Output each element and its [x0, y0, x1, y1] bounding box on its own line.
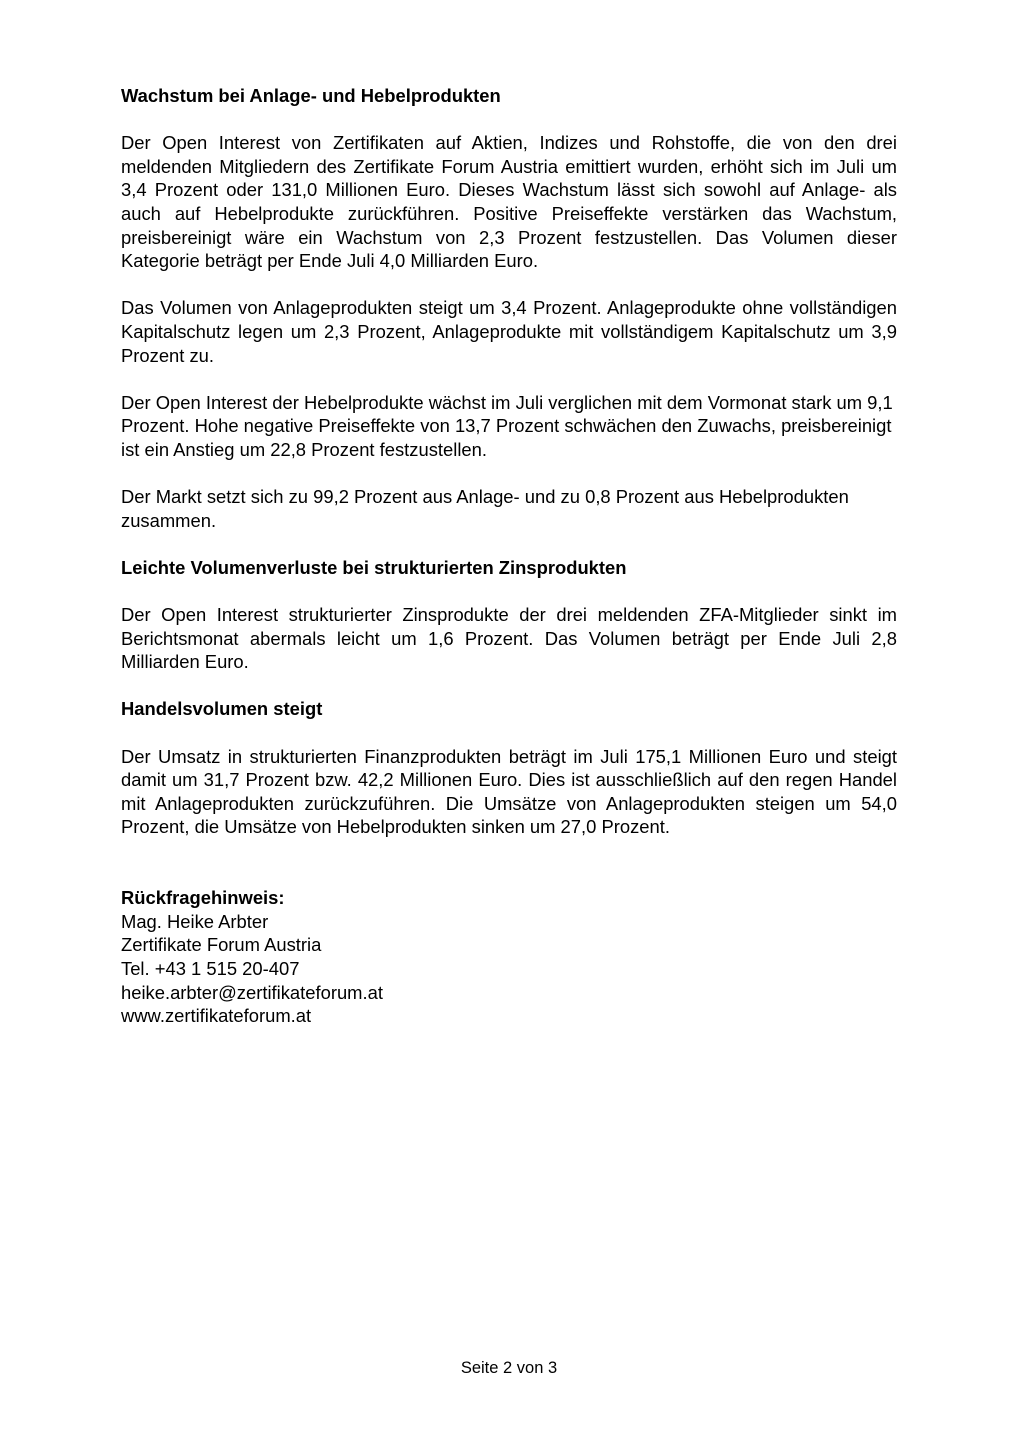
- section-heading-growth: Wachstum bei Anlage- und Hebelprodukten: [121, 85, 501, 106]
- page-number: Seite 2 von 3: [460, 1359, 558, 1377]
- paragraph-market-share: Der Markt setzt sich zu 99,2 Prozent aus Anlage- und zu 0,8 Prozent aus Hebelprodukten zusammen.: [121, 486, 849, 531]
- contact-block: [121, 886, 897, 1028]
- contact-name: Mag. Heike Arbter: [121, 910, 269, 932]
- section-heading-interest-products: Leichte Volumenverluste bei strukturierten Zinsprodukten: [121, 556, 627, 578]
- contact-organization: Zertifikate Forum Austria: [121, 934, 322, 956]
- paragraph-interest-products: Der Open Interest strukturierter Zinsprodukte der drei meldenden ZFA-Mitglieder sinkt im Berichtsmonat abermals leicht um 1,6 Prozent. Das Volumen beträgt per Ende Juli 2,8 Milliarden Euro.: [121, 604, 897, 673]
- paragraph-trading-volume: Der Umsatz in strukturierten Finanzprodukten beträgt im Juli 175,1 Millionen Euro und steigt damit um 31,7 Prozent bzw. 42,2 Millionen Euro. Dies ist ausschließlich auf den regen Handel mit Anlageprodukten zurückzuführen. Die Umsätze von Anlageprodukten steigen um 54,0 Prozent, die Umsätze von Hebelprodukten sinken um 27,0 Prozent.: [121, 745, 897, 838]
- paragraph-open-interest: Der Open Interest von Zertifikaten auf Aktien, Indizes und Rohstoffe, die von den drei meldenden Mitgliedern des Zertifikate Forum Austria emittiert wurden, erhöht sich im Juli um 3,4 Prozent oder 131,0 Millionen Euro. Dieses Wachstum lässt sich sowohl auf Anlage- als auch auf Hebelprodukte zurückführen. Positive Preiseffekte verstärken das Wachstum, preisbereinigt wäre ein Wachstum von 2,3 Prozent festzustellen. Das Volumen dieser Kategorie beträgt per Ende Juli 4,0 Milliarden Euro.: [121, 132, 897, 272]
- contact-phone: Tel. +43 1 515 20-407: [121, 957, 300, 979]
- contact-email: heike.arbter@zertifikateforum.at: [121, 981, 383, 1003]
- paragraph-investment-products: Das Volumen von Anlageprodukten steigt um 3,4 Prozent. Anlageprodukte ohne vollständigen Kapitalschutz legen um 2,3 Prozent, Anlageprodukte mit vollständigem Kapitalschutz um 3,9 Prozent zu.: [121, 297, 897, 366]
- contact-website: www.zertifikateforum.at: [121, 1005, 312, 1027]
- section-heading-trading-volume: Handelsvolumen steigt: [121, 698, 323, 720]
- contact-title: Rückfragehinweis:: [121, 887, 285, 909]
- paragraph-leverage-products: Der Open Interest der Hebelprodukte wächst im Juli verglichen mit dem Vormonat stark um 9,1 Prozent. Hohe negative Preiseffekte von 13,7 Prozent schwächen den Zuwachs, preisbereinigt ist ein Anstieg um 22,8 Prozent festzustellen.: [121, 391, 893, 460]
- spacer: [121, 863, 897, 887]
- document-body: [121, 84, 897, 1028]
